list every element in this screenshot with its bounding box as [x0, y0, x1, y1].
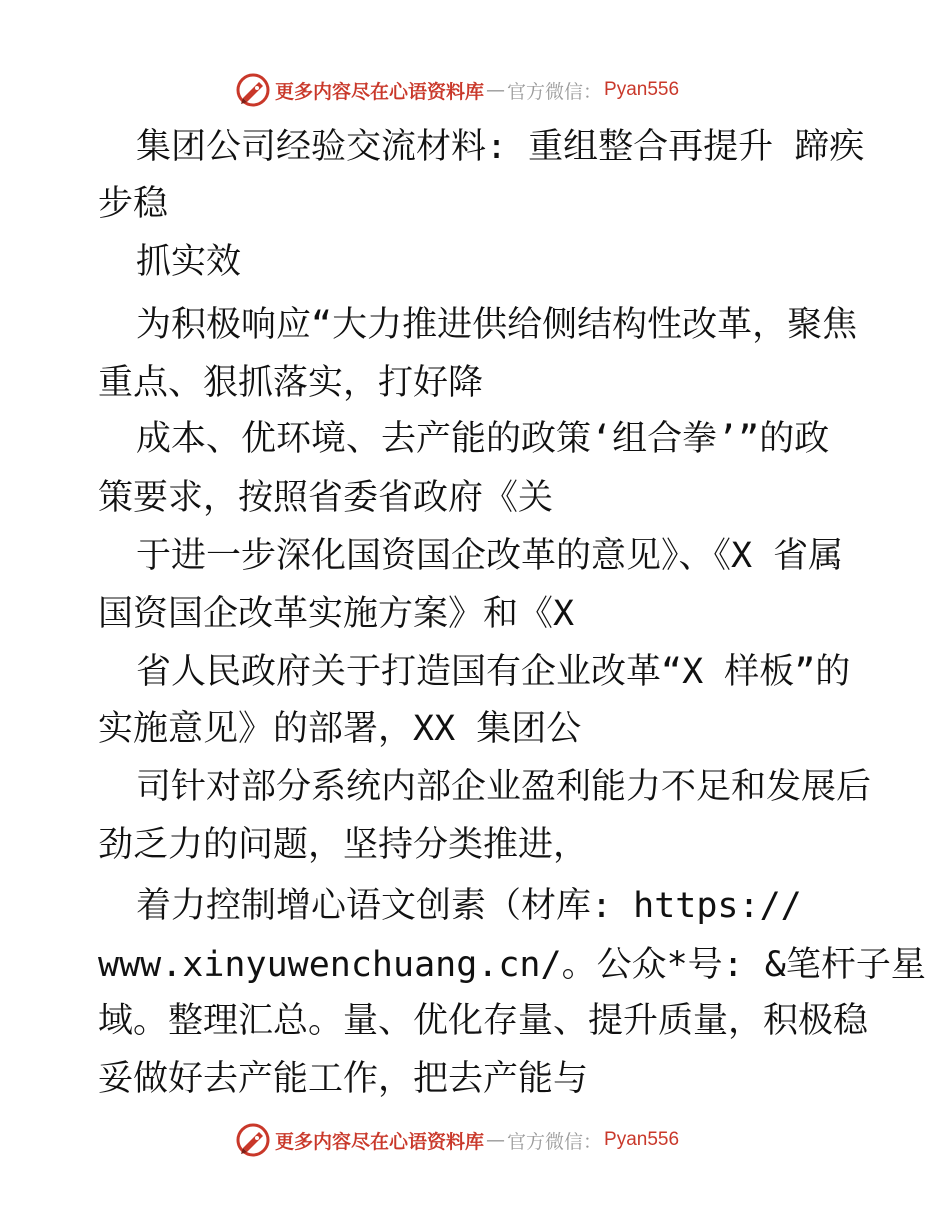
- watermark-brand: 更多内容尽在心语资料库: [275, 1130, 485, 1153]
- body-line: 国资国企改革实施方案》和《X: [98, 594, 575, 634]
- pen-logo-icon: [235, 72, 271, 108]
- body-line: 成本、优环境、去产能的政策‘组合拳’”的政: [136, 419, 830, 459]
- body-line: 劲乏力的问题，坚持分类推进，: [98, 825, 589, 865]
- title-line-2: 步稳: [98, 184, 169, 224]
- watermark-wechat-id: Pyan556: [604, 79, 680, 100]
- title-line-1: 集团公司经验交流材料: 重组整合再提升 蹄疾: [136, 127, 865, 167]
- body-line: 着力控制增心语文创素（材库: https://: [136, 886, 802, 926]
- body-line: 妥做好去产能工作，把去产能与: [98, 1059, 589, 1099]
- watermark-wechat-id: Pyan556: [604, 1129, 680, 1150]
- body-line: 司针对部分系统内部企业盈利能力不足和发展后: [136, 767, 872, 807]
- watermark-footer: [235, 1120, 679, 1160]
- body-line: 重点、狠抓落实，打好降: [98, 363, 484, 403]
- watermark-official: 官方微信：: [507, 1130, 603, 1153]
- body-line: 于进一步深化国资国企改革的意见》、《X 省属: [136, 536, 844, 576]
- body-line: 域。整理汇总。量、优化存量、提升质量，积极稳: [98, 1001, 869, 1041]
- watermark-brand: 更多内容尽在心语资料库: [275, 80, 485, 103]
- title-line-3: 抓实效: [136, 242, 242, 282]
- pen-logo-icon: [235, 1122, 271, 1158]
- watermark-separator: —: [486, 79, 506, 101]
- body-line: 省人民政府关于打造国有企业改革“X 样板”的: [136, 652, 851, 692]
- body-line: 策要求，按照省委省政府《关: [98, 478, 554, 518]
- body-line: 实施意见》的部署，XX 集团公: [98, 709, 582, 749]
- body-line: www.xinyuwenchuang.cn/。公众*号: &笔杆子星: [98, 945, 926, 985]
- body-line: 为积极响应“大力推进供给侧结构性改革，聚焦: [136, 305, 858, 345]
- watermark-header: [235, 70, 679, 110]
- watermark-separator: —: [486, 1129, 506, 1151]
- watermark-official: 官方微信：: [507, 80, 603, 103]
